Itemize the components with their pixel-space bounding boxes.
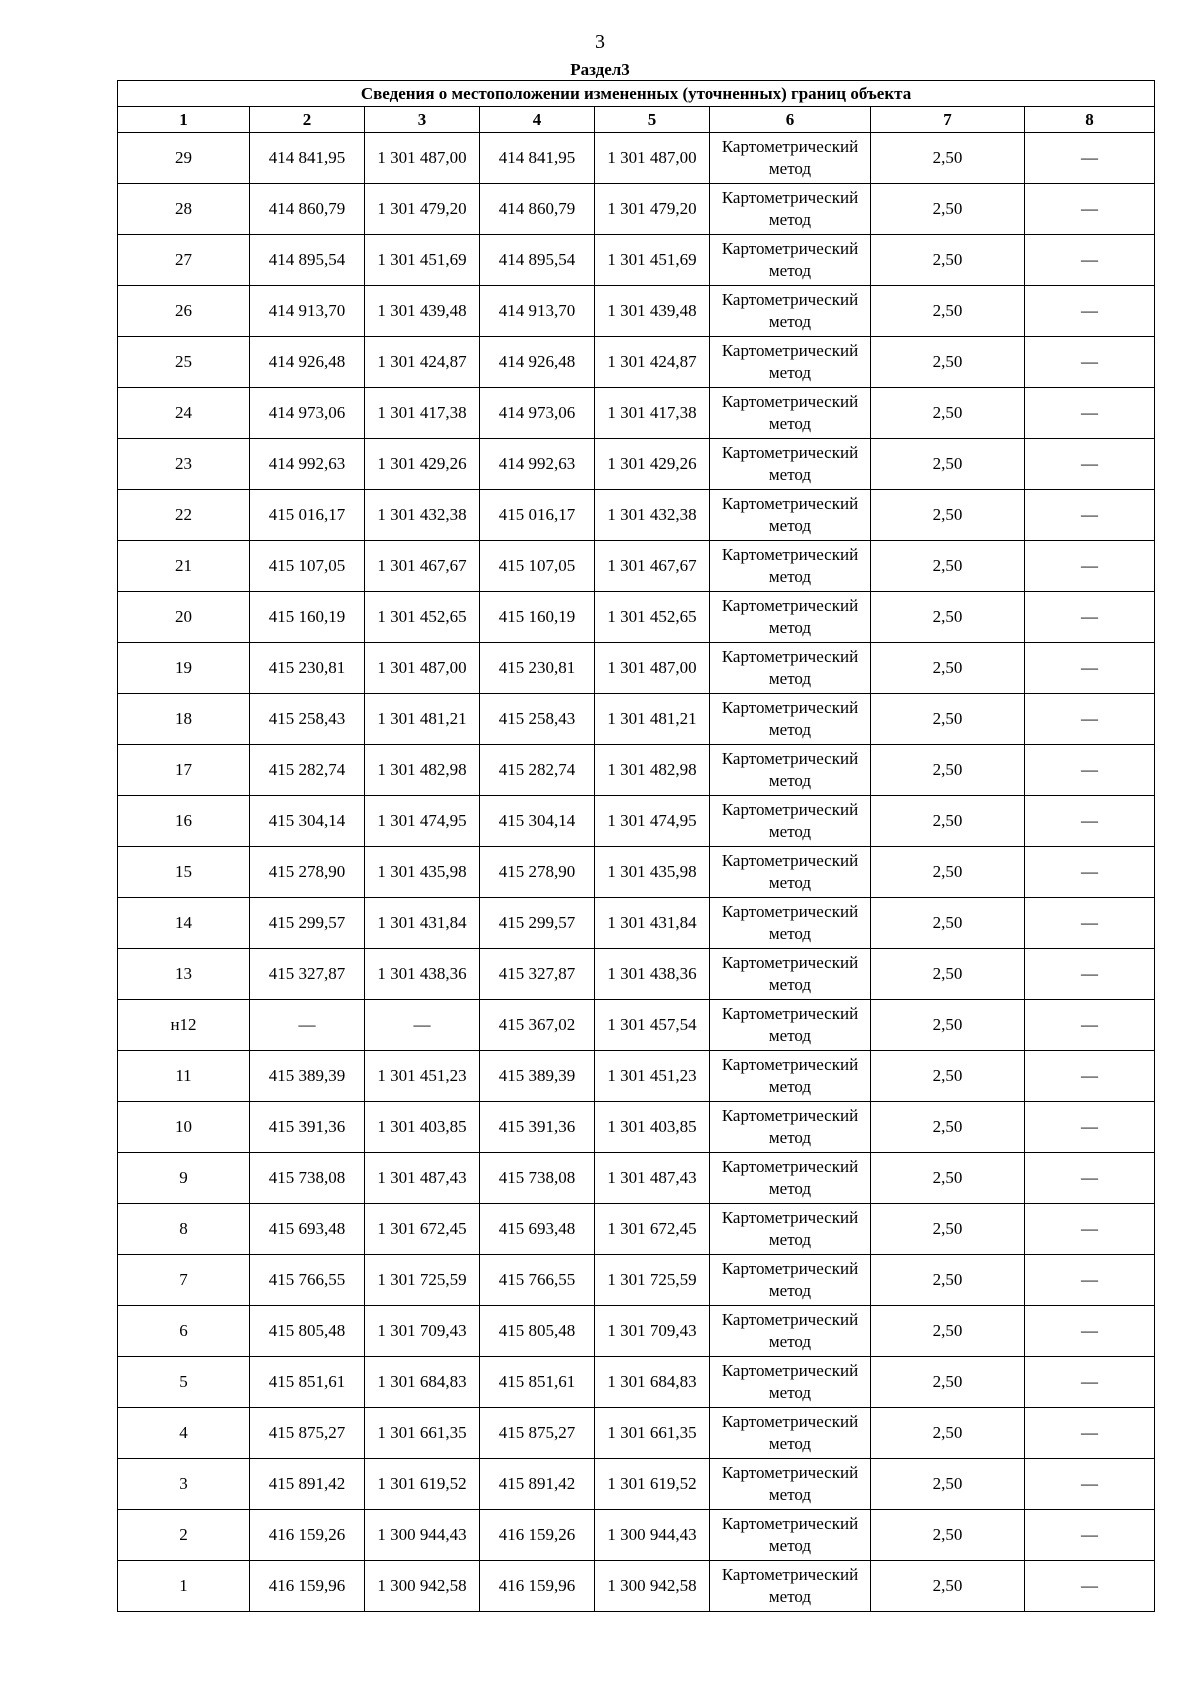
point-number-cell: 5 (118, 1357, 250, 1408)
old-x-cell: 414 973,06 (250, 388, 365, 439)
new-y-cell: 1 301 451,69 (595, 235, 710, 286)
new-x-cell: 415 230,81 (480, 643, 595, 694)
new-x-cell: 415 327,87 (480, 949, 595, 1000)
old-y-cell: 1 300 944,43 (365, 1510, 480, 1561)
column-number: 3 (365, 107, 480, 133)
table-row (118, 1408, 1155, 1459)
accuracy-cell: 2,50 (871, 235, 1025, 286)
old-x-cell: 416 159,26 (250, 1510, 365, 1561)
accuracy-cell: 2,50 (871, 388, 1025, 439)
method-cell: Картометрический метод (710, 898, 871, 949)
point-number-cell: 4 (118, 1408, 250, 1459)
old-x-cell: 415 327,87 (250, 949, 365, 1000)
table-row (118, 286, 1155, 337)
table-row (118, 133, 1155, 184)
point-number-cell: 2 (118, 1510, 250, 1561)
new-y-cell: 1 301 661,35 (595, 1408, 710, 1459)
table-body (118, 133, 1155, 1612)
method-cell: Картометрический метод (710, 694, 871, 745)
method-cell: Картометрический метод (710, 1306, 871, 1357)
new-y-cell: 1 301 487,00 (595, 643, 710, 694)
note-cell: — (1025, 235, 1155, 286)
point-number-cell: 14 (118, 898, 250, 949)
method-cell: Картометрический метод (710, 235, 871, 286)
accuracy-cell: 2,50 (871, 1204, 1025, 1255)
old-y-cell: 1 301 451,23 (365, 1051, 480, 1102)
new-x-cell: 415 766,55 (480, 1255, 595, 1306)
old-x-cell: 414 913,70 (250, 286, 365, 337)
new-x-cell: 414 992,63 (480, 439, 595, 490)
old-y-cell: 1 301 479,20 (365, 184, 480, 235)
point-number-cell: 3 (118, 1459, 250, 1510)
new-y-cell: 1 301 424,87 (595, 337, 710, 388)
method-cell: Картометрический метод (710, 1204, 871, 1255)
old-x-cell: 414 895,54 (250, 235, 365, 286)
accuracy-cell: 2,50 (871, 490, 1025, 541)
table-row (118, 1255, 1155, 1306)
new-x-cell: 414 895,54 (480, 235, 595, 286)
method-cell: Картометрический метод (710, 388, 871, 439)
note-cell: — (1025, 1459, 1155, 1510)
method-cell: Картометрический метод (710, 592, 871, 643)
note-cell: — (1025, 1102, 1155, 1153)
old-x-cell: 415 278,90 (250, 847, 365, 898)
note-cell: — (1025, 1153, 1155, 1204)
new-y-cell: 1 301 684,83 (595, 1357, 710, 1408)
accuracy-cell: 2,50 (871, 745, 1025, 796)
new-y-cell: 1 301 451,23 (595, 1051, 710, 1102)
method-cell: Картометрический метод (710, 541, 871, 592)
old-y-cell: 1 301 452,65 (365, 592, 480, 643)
accuracy-cell: 2,50 (871, 286, 1025, 337)
old-x-cell: 415 304,14 (250, 796, 365, 847)
point-number-cell: 10 (118, 1102, 250, 1153)
new-x-cell: 415 367,02 (480, 1000, 595, 1051)
new-y-cell: 1 301 431,84 (595, 898, 710, 949)
column-number: 4 (480, 107, 595, 133)
point-number-cell: 8 (118, 1204, 250, 1255)
old-x-cell: 415 016,17 (250, 490, 365, 541)
accuracy-cell: 2,50 (871, 1153, 1025, 1204)
point-number-cell: 24 (118, 388, 250, 439)
point-number-cell: 7 (118, 1255, 250, 1306)
new-x-cell: 415 160,19 (480, 592, 595, 643)
accuracy-cell: 2,50 (871, 694, 1025, 745)
method-cell: Картометрический метод (710, 745, 871, 796)
old-x-cell: 415 851,61 (250, 1357, 365, 1408)
accuracy-cell: 2,50 (871, 1102, 1025, 1153)
old-y-cell: 1 301 429,26 (365, 439, 480, 490)
note-cell: — (1025, 184, 1155, 235)
old-x-cell: — (250, 1000, 365, 1051)
new-x-cell: 415 875,27 (480, 1408, 595, 1459)
accuracy-cell: 2,50 (871, 592, 1025, 643)
note-cell: — (1025, 1255, 1155, 1306)
old-y-cell: 1 301 482,98 (365, 745, 480, 796)
old-x-cell: 415 299,57 (250, 898, 365, 949)
new-x-cell: 415 391,36 (480, 1102, 595, 1153)
column-number: 7 (871, 107, 1025, 133)
table-row (118, 1102, 1155, 1153)
accuracy-cell: 2,50 (871, 1051, 1025, 1102)
new-x-cell: 416 159,26 (480, 1510, 595, 1561)
point-number-cell: н12 (118, 1000, 250, 1051)
method-cell: Картометрический метод (710, 1000, 871, 1051)
accuracy-cell: 2,50 (871, 439, 1025, 490)
old-x-cell: 415 282,74 (250, 745, 365, 796)
note-cell: — (1025, 694, 1155, 745)
method-cell: Картометрический метод (710, 847, 871, 898)
old-y-cell: 1 301 709,43 (365, 1306, 480, 1357)
note-cell: — (1025, 898, 1155, 949)
old-x-cell: 415 160,19 (250, 592, 365, 643)
new-y-cell: 1 301 467,67 (595, 541, 710, 592)
new-x-cell: 415 805,48 (480, 1306, 595, 1357)
old-x-cell: 414 926,48 (250, 337, 365, 388)
accuracy-cell: 2,50 (871, 949, 1025, 1000)
note-cell: — (1025, 1306, 1155, 1357)
coordinates-table (117, 80, 1155, 1612)
point-number-cell: 9 (118, 1153, 250, 1204)
point-number-cell: 18 (118, 694, 250, 745)
new-y-cell: 1 301 481,21 (595, 694, 710, 745)
table-row (118, 1561, 1155, 1612)
accuracy-cell: 2,50 (871, 1408, 1025, 1459)
table-row (118, 643, 1155, 694)
old-x-cell: 415 891,42 (250, 1459, 365, 1510)
method-cell: Картометрический метод (710, 286, 871, 337)
old-y-cell: 1 301 432,38 (365, 490, 480, 541)
new-y-cell: 1 301 474,95 (595, 796, 710, 847)
accuracy-cell: 2,50 (871, 898, 1025, 949)
old-y-cell: 1 301 619,52 (365, 1459, 480, 1510)
new-x-cell: 415 016,17 (480, 490, 595, 541)
new-y-cell: 1 301 435,98 (595, 847, 710, 898)
new-x-cell: 415 278,90 (480, 847, 595, 898)
accuracy-cell: 2,50 (871, 1255, 1025, 1306)
old-x-cell: 415 805,48 (250, 1306, 365, 1357)
new-y-cell: 1 301 417,38 (595, 388, 710, 439)
old-y-cell: 1 301 451,69 (365, 235, 480, 286)
old-y-cell: 1 301 424,87 (365, 337, 480, 388)
accuracy-cell: 2,50 (871, 643, 1025, 694)
new-x-cell: 415 693,48 (480, 1204, 595, 1255)
accuracy-cell: 2,50 (871, 847, 1025, 898)
new-y-cell: 1 301 432,38 (595, 490, 710, 541)
table-row (118, 388, 1155, 439)
table-row (118, 1459, 1155, 1510)
old-y-cell: 1 301 467,67 (365, 541, 480, 592)
old-y-cell: 1 301 439,48 (365, 286, 480, 337)
point-number-cell: 19 (118, 643, 250, 694)
table-row (118, 1051, 1155, 1102)
new-y-cell: 1 301 482,98 (595, 745, 710, 796)
accuracy-cell: 2,50 (871, 1000, 1025, 1051)
old-x-cell: 414 860,79 (250, 184, 365, 235)
point-number-cell: 21 (118, 541, 250, 592)
note-cell: — (1025, 388, 1155, 439)
old-x-cell: 415 389,39 (250, 1051, 365, 1102)
old-y-cell: 1 301 725,59 (365, 1255, 480, 1306)
old-x-cell: 414 992,63 (250, 439, 365, 490)
method-cell: Картометрический метод (710, 1255, 871, 1306)
section-title: Раздел3 (570, 60, 630, 79)
column-number: 6 (710, 107, 871, 133)
point-number-cell: 17 (118, 745, 250, 796)
accuracy-cell: 2,50 (871, 796, 1025, 847)
new-x-cell: 414 860,79 (480, 184, 595, 235)
old-x-cell: 415 766,55 (250, 1255, 365, 1306)
point-number-cell: 23 (118, 439, 250, 490)
point-number-cell: 13 (118, 949, 250, 1000)
old-y-cell: 1 301 672,45 (365, 1204, 480, 1255)
new-x-cell: 415 851,61 (480, 1357, 595, 1408)
method-cell: Картометрический метод (710, 1459, 871, 1510)
new-y-cell: 1 301 709,43 (595, 1306, 710, 1357)
table-row (118, 1204, 1155, 1255)
point-number-cell: 27 (118, 235, 250, 286)
page-number: 3 (595, 31, 605, 53)
old-y-cell: 1 301 487,00 (365, 643, 480, 694)
note-cell: — (1025, 286, 1155, 337)
new-y-cell: 1 301 487,43 (595, 1153, 710, 1204)
method-cell: Картометрический метод (710, 1510, 871, 1561)
note-cell: — (1025, 1357, 1155, 1408)
table-row (118, 745, 1155, 796)
new-y-cell: 1 301 619,52 (595, 1459, 710, 1510)
old-x-cell: 415 875,27 (250, 1408, 365, 1459)
old-y-cell: 1 301 438,36 (365, 949, 480, 1000)
old-x-cell: 415 391,36 (250, 1102, 365, 1153)
method-cell: Картометрический метод (710, 1051, 871, 1102)
method-cell: Картометрический метод (710, 490, 871, 541)
accuracy-cell: 2,50 (871, 1561, 1025, 1612)
note-cell: — (1025, 796, 1155, 847)
accuracy-cell: 2,50 (871, 1459, 1025, 1510)
note-cell: — (1025, 1510, 1155, 1561)
table-row (118, 490, 1155, 541)
method-cell: Картометрический метод (710, 439, 871, 490)
new-y-cell: 1 301 725,59 (595, 1255, 710, 1306)
table-row (118, 898, 1155, 949)
old-y-cell: 1 301 431,84 (365, 898, 480, 949)
point-number-cell: 26 (118, 286, 250, 337)
note-cell: — (1025, 1408, 1155, 1459)
method-cell: Картометрический метод (710, 1561, 871, 1612)
table-row (118, 1153, 1155, 1204)
note-cell: — (1025, 337, 1155, 388)
new-x-cell: 416 159,96 (480, 1561, 595, 1612)
old-y-cell: 1 301 403,85 (365, 1102, 480, 1153)
table-row (118, 694, 1155, 745)
point-number-cell: 20 (118, 592, 250, 643)
old-y-cell: 1 301 417,38 (365, 388, 480, 439)
accuracy-cell: 2,50 (871, 541, 1025, 592)
method-cell: Картометрический метод (710, 1357, 871, 1408)
accuracy-cell: 2,50 (871, 337, 1025, 388)
column-number: 5 (595, 107, 710, 133)
method-cell: Картометрический метод (710, 796, 871, 847)
new-y-cell: 1 301 487,00 (595, 133, 710, 184)
table-row (118, 847, 1155, 898)
note-cell: — (1025, 1204, 1155, 1255)
note-cell: — (1025, 439, 1155, 490)
table-row (118, 541, 1155, 592)
new-x-cell: 415 891,42 (480, 1459, 595, 1510)
old-y-cell: 1 301 661,35 (365, 1408, 480, 1459)
note-cell: — (1025, 592, 1155, 643)
table-row (118, 184, 1155, 235)
old-y-cell: 1 301 481,21 (365, 694, 480, 745)
note-cell: — (1025, 133, 1155, 184)
table-row (118, 796, 1155, 847)
note-cell: — (1025, 1051, 1155, 1102)
new-x-cell: 415 304,14 (480, 796, 595, 847)
old-x-cell: 416 159,96 (250, 1561, 365, 1612)
method-cell: Картометрический метод (710, 643, 871, 694)
new-y-cell: 1 300 942,58 (595, 1561, 710, 1612)
point-number-cell: 28 (118, 184, 250, 235)
note-cell: — (1025, 745, 1155, 796)
old-y-cell: 1 301 435,98 (365, 847, 480, 898)
old-x-cell: 415 738,08 (250, 1153, 365, 1204)
method-cell: Картометрический метод (710, 133, 871, 184)
point-number-cell: 15 (118, 847, 250, 898)
new-y-cell: 1 301 452,65 (595, 592, 710, 643)
old-x-cell: 415 258,43 (250, 694, 365, 745)
new-y-cell: 1 301 479,20 (595, 184, 710, 235)
note-cell: — (1025, 490, 1155, 541)
new-x-cell: 415 738,08 (480, 1153, 595, 1204)
point-number-cell: 29 (118, 133, 250, 184)
point-number-cell: 11 (118, 1051, 250, 1102)
old-y-cell: 1 301 487,43 (365, 1153, 480, 1204)
point-number-cell: 16 (118, 796, 250, 847)
old-x-cell: 415 107,05 (250, 541, 365, 592)
new-x-cell: 414 841,95 (480, 133, 595, 184)
note-cell: — (1025, 847, 1155, 898)
new-y-cell: 1 301 439,48 (595, 286, 710, 337)
method-cell: Картометрический метод (710, 1102, 871, 1153)
table-row (118, 439, 1155, 490)
old-y-cell: — (365, 1000, 480, 1051)
old-y-cell: 1 301 474,95 (365, 796, 480, 847)
note-cell: — (1025, 643, 1155, 694)
new-x-cell: 415 389,39 (480, 1051, 595, 1102)
point-number-cell: 1 (118, 1561, 250, 1612)
note-cell: — (1025, 541, 1155, 592)
accuracy-cell: 2,50 (871, 184, 1025, 235)
table-row (118, 235, 1155, 286)
table-row (118, 592, 1155, 643)
new-x-cell: 414 926,48 (480, 337, 595, 388)
note-cell: — (1025, 1561, 1155, 1612)
new-y-cell: 1 300 944,43 (595, 1510, 710, 1561)
old-x-cell: 415 230,81 (250, 643, 365, 694)
old-y-cell: 1 301 487,00 (365, 133, 480, 184)
new-x-cell: 415 282,74 (480, 745, 595, 796)
new-y-cell: 1 301 429,26 (595, 439, 710, 490)
new-x-cell: 414 913,70 (480, 286, 595, 337)
table-row (118, 949, 1155, 1000)
table-row (118, 1000, 1155, 1051)
accuracy-cell: 2,50 (871, 133, 1025, 184)
accuracy-cell: 2,50 (871, 1510, 1025, 1561)
method-cell: Картометрический метод (710, 1408, 871, 1459)
old-x-cell: 415 693,48 (250, 1204, 365, 1255)
table-row (118, 1510, 1155, 1561)
table-row (118, 1357, 1155, 1408)
old-y-cell: 1 301 684,83 (365, 1357, 480, 1408)
new-y-cell: 1 301 457,54 (595, 1000, 710, 1051)
column-number-row (118, 107, 1155, 133)
point-number-cell: 25 (118, 337, 250, 388)
method-cell: Картометрический метод (710, 949, 871, 1000)
new-x-cell: 414 973,06 (480, 388, 595, 439)
new-y-cell: 1 301 403,85 (595, 1102, 710, 1153)
new-y-cell: 1 301 672,45 (595, 1204, 710, 1255)
column-number: 1 (118, 107, 250, 133)
table-caption: Сведения о местоположении измененных (уточненных) границ объекта (118, 81, 1155, 107)
method-cell: Картометрический метод (710, 184, 871, 235)
column-number: 2 (250, 107, 365, 133)
old-y-cell: 1 300 942,58 (365, 1561, 480, 1612)
new-x-cell: 415 299,57 (480, 898, 595, 949)
column-number: 8 (1025, 107, 1155, 133)
method-cell: Картометрический метод (710, 1153, 871, 1204)
table-row (118, 337, 1155, 388)
new-y-cell: 1 301 438,36 (595, 949, 710, 1000)
old-x-cell: 414 841,95 (250, 133, 365, 184)
table-row (118, 1306, 1155, 1357)
point-number-cell: 6 (118, 1306, 250, 1357)
method-cell: Картометрический метод (710, 337, 871, 388)
accuracy-cell: 2,50 (871, 1306, 1025, 1357)
note-cell: — (1025, 1000, 1155, 1051)
new-x-cell: 415 107,05 (480, 541, 595, 592)
new-x-cell: 415 258,43 (480, 694, 595, 745)
note-cell: — (1025, 949, 1155, 1000)
point-number-cell: 22 (118, 490, 250, 541)
accuracy-cell: 2,50 (871, 1357, 1025, 1408)
